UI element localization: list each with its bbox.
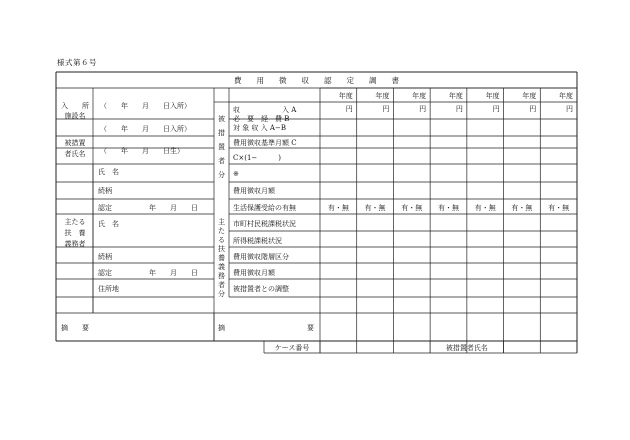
- welfare-yes-no: 有・無: [401, 204, 423, 212]
- supporter-side-char: 主: [218, 218, 225, 226]
- yen-unit: 円: [492, 105, 500, 113]
- welfare-yes-no: 有・無: [438, 204, 459, 212]
- form-title: 費 用 徴 収 認 定 調 書: [234, 76, 399, 85]
- measures-side-char: 置: [218, 143, 225, 151]
- supporter-side-char: 務: [218, 272, 225, 280]
- welfare-label: 生活保護受給の有無: [233, 204, 296, 212]
- year-header: 年度: [375, 92, 390, 100]
- summary-left-label: 摘 要: [61, 324, 89, 332]
- person-label: 被措置: [64, 139, 86, 147]
- measures-side-char: 被: [218, 115, 225, 123]
- name-field-2: 氏 名: [98, 220, 119, 228]
- supporter-side-char: 養: [218, 254, 225, 262]
- address-field: 住所地: [98, 285, 119, 293]
- person-label-2: 者氏名: [64, 150, 86, 158]
- measures-side-char: 者: [218, 157, 225, 165]
- supporter-side-char: 義: [218, 263, 225, 271]
- summary-mid-b: 要: [307, 324, 314, 332]
- welfare-yes-no: 有・無: [327, 204, 349, 212]
- formula-label: C×(1− ): [233, 154, 282, 162]
- birth-date: （ 年 月 日生）: [100, 147, 184, 155]
- fee-amount-2-label: 費用徴収月額: [233, 269, 275, 277]
- supporter-label: 主たる: [64, 218, 86, 226]
- supporter-side-char: る: [218, 236, 225, 244]
- year-header: 年度: [448, 92, 463, 100]
- supporter-side-char: 者: [218, 281, 225, 289]
- supporter-side-char: た: [218, 227, 225, 235]
- welfare-yes-no: 有・無: [474, 204, 496, 212]
- welfare-yes-no: 有・無: [511, 204, 533, 212]
- yen-unit: 円: [566, 105, 573, 113]
- note-mark: ※: [233, 170, 239, 178]
- facility-label-2: 施設名: [64, 112, 86, 120]
- welfare-yes-no: 有・無: [364, 204, 386, 212]
- fee-standard-label: 費用徴収基準月額 C: [233, 139, 297, 147]
- year-header: 年度: [522, 92, 537, 100]
- target-income-label: 対 象 収 入 A−B: [233, 124, 286, 132]
- year-header: 年度: [485, 92, 500, 100]
- name-field: 氏 名: [98, 168, 119, 176]
- yen-unit: 円: [382, 105, 390, 113]
- measures-side-char: 措: [218, 129, 225, 137]
- supporter-side-char: 分: [218, 290, 225, 298]
- yen-unit: 円: [455, 105, 463, 113]
- form-number: 様式第６号: [57, 58, 97, 67]
- approved-field: 認定: [98, 204, 112, 212]
- fee-class-label: 費用徴収階層区分: [233, 253, 289, 261]
- measures-side-char: 分: [218, 171, 225, 179]
- admission-date-2: （ 年 月 日入所）: [100, 125, 191, 133]
- supporter-side-char: 扶: [218, 245, 225, 253]
- admission-date-1: （ 年 月 日入所）: [100, 102, 191, 110]
- approved-date-2: 年 月 日: [149, 269, 198, 277]
- case-number-label: ケース番号: [274, 344, 310, 352]
- year-header: 年度: [338, 92, 353, 100]
- expense-b-label: 必 要 経 費 B: [233, 115, 290, 123]
- year-header: 年度: [559, 92, 573, 100]
- welfare-yes-no: 有・無: [548, 204, 570, 212]
- supporter-label-2: 扶 養: [64, 229, 86, 237]
- income-a-label: 収 入 A: [233, 106, 297, 114]
- adjust-label: 被措置者との調整: [233, 285, 289, 293]
- approved-date: 年 月 日: [149, 204, 198, 212]
- subject-name-label: 被措置者氏名: [445, 344, 488, 352]
- approved-field-2: 認定: [98, 269, 112, 277]
- relation-field-2: 続柄: [98, 253, 112, 261]
- fee-amount-label: 費用徴収月額: [233, 187, 275, 195]
- yen-unit: 円: [345, 105, 353, 113]
- relation-field: 続柄: [98, 187, 112, 195]
- facility-label: 入 所: [61, 102, 89, 110]
- year-header: 年度: [412, 92, 427, 100]
- yen-unit: 円: [529, 105, 537, 113]
- municipal-tax-label: 市町村民税課税状況: [233, 220, 296, 228]
- summary-mid-a: 摘: [218, 324, 225, 332]
- supporter-label-3: 義務者: [64, 240, 86, 248]
- yen-unit: 円: [419, 105, 427, 113]
- income-tax-label: 所得税課税状況: [233, 237, 282, 245]
